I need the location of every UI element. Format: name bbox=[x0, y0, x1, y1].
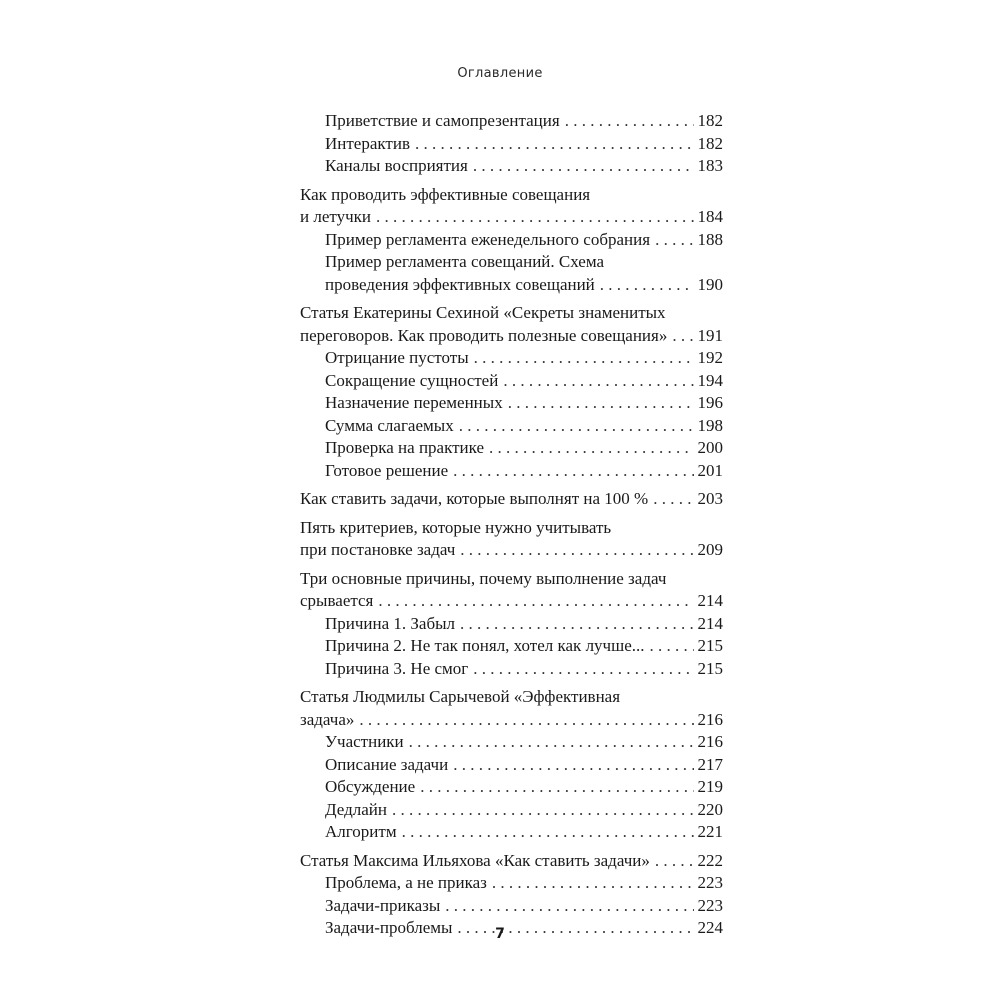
toc-page-number: 183 bbox=[697, 156, 723, 175]
toc-subsection-entry bbox=[300, 658, 723, 681]
toc-entry-title: Как проводить эффективные совещания bbox=[300, 184, 591, 204]
toc-entry-title: Задачи-приказы bbox=[325, 895, 441, 915]
dot-leader bbox=[459, 415, 694, 438]
toc-subsection-entry bbox=[300, 415, 723, 438]
toc-subsection-entry bbox=[300, 392, 723, 415]
toc-entry-title: Задачи-проблемы bbox=[325, 918, 453, 937]
toc-page-number: 220 bbox=[697, 799, 723, 819]
toc-subsection-entry bbox=[300, 731, 723, 754]
dot-leader bbox=[378, 590, 693, 613]
dot-leader bbox=[489, 437, 693, 460]
toc-entry-title: Интерактив bbox=[325, 133, 410, 153]
toc-entry-title: Как ставить задачи, которые выполнят на 100 % bbox=[300, 489, 649, 508]
toc-page-number: 192 bbox=[697, 348, 723, 367]
toc-subsection-entry bbox=[300, 460, 723, 483]
dot-leader bbox=[474, 347, 694, 370]
toc-entry-title: задача» bbox=[300, 709, 355, 729]
toc-entry-title: Сумма слагаемых bbox=[325, 415, 454, 435]
toc-entry-line bbox=[300, 539, 723, 562]
toc-entry-line bbox=[325, 754, 723, 777]
dot-leader bbox=[453, 754, 693, 777]
toc-page-number: 215 bbox=[697, 636, 723, 655]
toc-entry-line bbox=[300, 184, 723, 207]
dot-leader bbox=[503, 370, 693, 393]
toc-entry-title: Участники bbox=[325, 732, 404, 751]
dot-leader bbox=[473, 155, 694, 178]
toc-entry-title: Пример регламента еженедельного собрания bbox=[325, 229, 651, 249]
toc-subsection-entry bbox=[300, 799, 723, 822]
toc-subsection-entry bbox=[300, 110, 723, 133]
toc-subsection-entry bbox=[300, 776, 723, 799]
toc-page-number: 188 bbox=[697, 229, 723, 249]
toc-entry-title: Статья Екатерины Сехиной «Секреты знаменитых bbox=[300, 303, 666, 322]
toc-entry-line bbox=[325, 155, 723, 178]
toc-subsection-entry bbox=[300, 872, 723, 895]
toc-page-number: 222 bbox=[697, 850, 723, 870]
dot-leader bbox=[445, 895, 693, 918]
toc-entry-title: Сокращение сущностей bbox=[325, 370, 499, 390]
dot-leader bbox=[473, 658, 693, 681]
dot-leader bbox=[600, 274, 694, 297]
toc-section-entry bbox=[300, 488, 723, 511]
toc-entry-line bbox=[325, 460, 723, 483]
toc-page-number: 223 bbox=[697, 895, 723, 915]
toc-entry-line bbox=[325, 370, 723, 393]
toc-subsection-entry bbox=[300, 155, 723, 178]
dot-leader bbox=[492, 872, 694, 895]
toc-subsection-entry bbox=[300, 229, 723, 252]
toc-entry-title: Обсуждение bbox=[325, 777, 416, 796]
dot-leader bbox=[415, 133, 694, 156]
toc-section-entry bbox=[300, 517, 723, 562]
dot-leader bbox=[392, 799, 694, 822]
toc-page-number: 224 bbox=[697, 918, 723, 937]
toc-entry-title: Статья Людмилы Сарычевой «Эффективная bbox=[300, 687, 621, 706]
toc-entry-line bbox=[325, 613, 723, 636]
toc-page-number: 201 bbox=[697, 460, 723, 480]
toc-entry-title: Назначение переменных bbox=[325, 393, 503, 412]
toc-entry-line bbox=[325, 133, 723, 156]
toc-entry-line bbox=[325, 635, 723, 658]
dot-leader bbox=[565, 110, 694, 133]
toc-entry-line bbox=[300, 686, 723, 709]
toc-entry-line bbox=[300, 488, 723, 511]
toc-entry-title: Пять критериев, которые нужно учитывать bbox=[300, 517, 612, 537]
dot-leader bbox=[650, 635, 694, 658]
dot-leader bbox=[409, 731, 694, 754]
toc-subsection-entry bbox=[300, 821, 723, 844]
toc-page-number: 198 bbox=[697, 415, 723, 435]
toc-entry-title: Отрицание пустоты bbox=[325, 348, 469, 367]
toc-entry-title: Проблема, а не приказ bbox=[325, 873, 487, 892]
toc-section-entry bbox=[300, 850, 723, 873]
toc-page-number: 200 bbox=[697, 438, 723, 457]
toc-section-entry bbox=[300, 686, 723, 731]
toc-entry-title: Статья Максима Ильяхова «Как ставить задачи» bbox=[300, 850, 650, 870]
toc-entry-line bbox=[325, 658, 723, 681]
dot-leader bbox=[460, 613, 693, 636]
page-number: 7 bbox=[495, 926, 505, 942]
toc-entry-line bbox=[325, 110, 723, 133]
toc-entry-title: Три основные причины, почему выполнение задач bbox=[300, 568, 667, 588]
toc-entry-line bbox=[300, 709, 723, 732]
toc-entry-title: срывается bbox=[300, 591, 374, 610]
dot-leader bbox=[655, 229, 693, 252]
toc-subsection-entry bbox=[300, 613, 723, 636]
toc-page-number: 209 bbox=[697, 540, 723, 559]
toc-entry-title: Причина 2. Не так понял, хотел как лучше... bbox=[325, 636, 645, 655]
toc-entry-title: Алгоритм bbox=[325, 822, 397, 841]
toc-entry-title: проведения эффективных совещаний bbox=[325, 274, 595, 294]
toc-page-number: 182 bbox=[697, 111, 723, 130]
toc-page-number: 215 bbox=[697, 658, 723, 678]
table-of-contents bbox=[300, 110, 723, 940]
toc-entry-line bbox=[300, 568, 723, 591]
toc-section-entry bbox=[300, 184, 723, 229]
toc-page-number: 190 bbox=[697, 274, 723, 294]
toc-entry-title: и летучки bbox=[300, 207, 371, 226]
dot-leader bbox=[402, 821, 694, 844]
toc-entry-line bbox=[300, 302, 723, 325]
dot-leader bbox=[508, 392, 694, 415]
toc-entry-title: Причина 3. Не смог bbox=[325, 658, 469, 678]
toc-page-number: 184 bbox=[697, 207, 723, 226]
toc-page-number: 196 bbox=[697, 393, 723, 412]
toc-subsection-entry bbox=[300, 251, 723, 296]
toc-entry-line bbox=[325, 392, 723, 415]
dot-leader bbox=[460, 539, 693, 562]
toc-page-number: 216 bbox=[697, 709, 723, 729]
toc-section-entry bbox=[300, 568, 723, 613]
toc-subsection-entry bbox=[300, 754, 723, 777]
toc-subsection-entry bbox=[300, 370, 723, 393]
toc-entry-title: переговоров. Как проводить полезные совещания» bbox=[300, 325, 668, 345]
toc-subsection-entry bbox=[300, 347, 723, 370]
toc-entry-title: Пример регламента совещаний. Схема bbox=[325, 252, 605, 271]
toc-entry-title: при постановке задач bbox=[300, 540, 456, 559]
toc-entry-line bbox=[325, 872, 723, 895]
dot-leader bbox=[359, 709, 693, 732]
toc-entry-line bbox=[300, 517, 723, 540]
toc-entry-line bbox=[325, 821, 723, 844]
toc-entry-line bbox=[325, 799, 723, 822]
toc-page-number: 221 bbox=[697, 822, 723, 841]
dot-leader bbox=[672, 325, 693, 348]
toc-section-entry bbox=[300, 302, 723, 347]
toc-page-number: 191 bbox=[697, 325, 723, 345]
toc-entry-line bbox=[300, 206, 723, 229]
toc-page-number: 223 bbox=[697, 873, 723, 892]
toc-entry-title: Проверка на практике bbox=[325, 438, 485, 457]
toc-entry-line bbox=[300, 850, 723, 873]
toc-entry-line bbox=[325, 229, 723, 252]
toc-entry-line bbox=[325, 251, 723, 274]
toc-page-number: 182 bbox=[697, 133, 723, 153]
toc-entry-line bbox=[300, 590, 723, 613]
toc-entry-line bbox=[325, 437, 723, 460]
toc-entry-title: Дедлайн bbox=[325, 799, 387, 819]
toc-page-number: 219 bbox=[697, 777, 723, 796]
toc-subsection-entry bbox=[300, 895, 723, 918]
dot-leader bbox=[653, 488, 693, 511]
dot-leader bbox=[420, 776, 693, 799]
toc-page-number: 203 bbox=[697, 489, 723, 508]
toc-entry-title: Причина 1. Забыл bbox=[325, 613, 456, 633]
toc-subsection-entry bbox=[300, 635, 723, 658]
toc-entry-line bbox=[325, 731, 723, 754]
toc-page-number: 216 bbox=[697, 732, 723, 751]
running-head: Оглавление bbox=[457, 66, 543, 81]
toc-entry-line bbox=[300, 325, 723, 348]
toc-entry-line bbox=[325, 415, 723, 438]
toc-entry-title: Описание задачи bbox=[325, 754, 449, 774]
dot-leader bbox=[453, 460, 693, 483]
toc-entry-line bbox=[325, 776, 723, 799]
toc-entry-line bbox=[325, 895, 723, 918]
dot-leader bbox=[376, 206, 694, 229]
toc-page-number: 214 bbox=[697, 591, 723, 610]
toc-entry-line bbox=[325, 347, 723, 370]
toc-entry-title: Готовое решение bbox=[325, 460, 449, 480]
toc-subsection-entry bbox=[300, 437, 723, 460]
toc-page-number: 217 bbox=[697, 754, 723, 774]
toc-entry-line bbox=[325, 274, 723, 297]
toc-page-number: 194 bbox=[697, 370, 723, 390]
toc-page-number: 214 bbox=[697, 613, 723, 633]
dot-leader bbox=[655, 850, 694, 873]
toc-subsection-entry bbox=[300, 133, 723, 156]
toc-entry-title: Каналы восприятия bbox=[325, 156, 468, 175]
toc-entry-title: Приветствие и самопрезентация bbox=[325, 111, 560, 130]
